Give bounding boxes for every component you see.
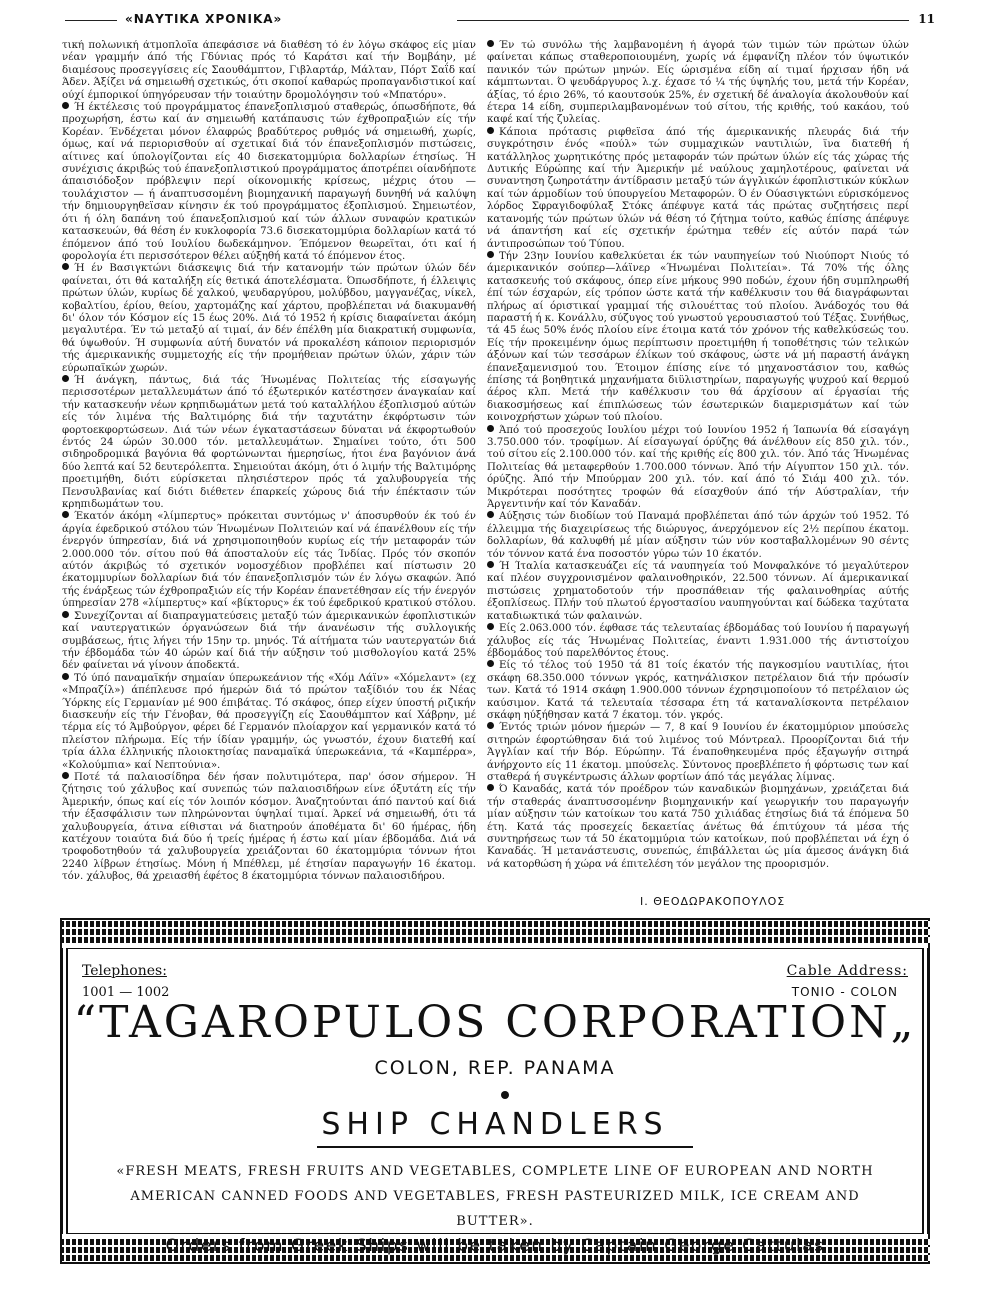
telephones-value: 1001 — 1002	[82, 985, 170, 1000]
paragraph: Ό Καναδάς, κατά τόν προέδρον τών καναδικών βιομηχάνων, χρειάζεται διά τήν σταθεράς άναπτυσσομένην βιομηχανικήν καί γεωργικήν του παραγωγήν μίαν αύξησιν τών κατοίκων του κατά 750 χιλιάδας έτησίως διά τά έπόμενα 50 έτη. Κατά τάς προσεχείς δεκαετίας άνέτως θά έπιτύχουν τά μέσα τής συντηρήσεως των τά 50 έκατομμύρια τών κατοίκων, πού προβλέπεται νά έχη ό Καναδάς. Ή μετανάστευσις, συνεπώς, έπιβάλλεται ώς μία άμεσος άνάγκη διά νά κατορθώση ή χώρα νά έπιτελέση τόν μεγάλον της προορισμόν.	[487, 784, 909, 870]
paragraph: Συνεχίζονται αί διαπραγματεύσεις μεταξύ τών άμερικανικών έφοπλιστικών καί ναυτεργατικών όργανώσεων διά τήν άνανέωσιν τής συλλογικής συμβάσεως, ήτις λήγει τήν 15ην τρ. μηνός. Τά αίτήματα τών ναυτεργατών διά τήν έβδομάδα τών 40 ώρών καί διά τήν αύξησιν τού μισθολογίου κατά 25% δέν φαίνεται νά γίνουν άποδεκτά.	[62, 610, 476, 672]
paragraph: Έν τώ συνόλω τής λαμβανομένη ή άγορά τών τιμών τών πρώτων ύλών φαίνεται κάπως σταθεροποιουμένη, χωρίς νά έμφανίζη πλέον τόν ύψωτικόν πανικόν τών πρώτων μηνών. Είς ώρισμένα είδη αί τιμαί ήρχισαν ήδη νά κάμπτωνται. Ό ψευδάργυρος λ.χ. έχασε τό ¼ τής ύψηλής του, μετά τήν Κορέαν, άξίας, τό έριο 26%, τό καουτσούκ 25%, έν σχετική δέ άναλογία άκολουθούν καί έτερα 14 είδη, συμπεριλαμβανομένων τού σίτου, τής κριθής, τού κακάου, τού καφέ καί τής ζυλείας.	[487, 40, 909, 126]
orders-note: Orders from Greek Ships will be taken by Captain George Cattulas	[165, 1236, 825, 1256]
product-description: «FRESH MEATS, FRESH FRUITS AND VEGETABLES, COMPLETE LINE OF EUROPEAN AND NORTH AMERICAN CANNED FOODS AND VEGETABLES, FRESH PASTEURIZED MILK, ICE CREAM AND BUTTER».	[116, 1164, 874, 1229]
bullet-icon	[62, 375, 69, 382]
author-signature: Ι. ΘΕΟΔΩΡΑΚΟΠΟΥΛΟΣ	[640, 895, 786, 908]
bullet-icon	[487, 561, 494, 568]
paragraph: Τήν 23ην Ιουνίου καθελκύεται έκ τών ναυπηγείων τού Νιούπορτ Νιούς τό άμερικανικόν σούπερ—λάϊνερ «Ήνωμέναι Πολιτείαι». Τά 70% τής όλης κατασκευής τού σκάφους, όπερ είνε μήκους 990 ποδών, έχουν ήδη συμπληρωθή έπί τών έσχαρών, είς τρόπον ώστε κατά τήν καθέλκυσιν του θά διαγράφωνται πλήρως αί όριστικαί γραμμαί τής σιλουέττας τού πλοίου. Άνάδοχός του θά παραστή ή κ. Κονάλλυ, σύζυγος τού γνωστού γερουσιαστού τού Τέξας. Συνήθως, τά 45 έως 50% ένός πλοίου είνε έτοιμα κατά τόν χρόνον τής καθελκύσεώς του. Είς τήν προκειμένην όμως περίπτωσιν προετιμήθη ή τοποθέτησις τών τελικών άξόνων καί τών τεσσάρων έλίκων τού σκάφους, ώστε νά μή παραστή άνάγκη έπανεξαμενισμού του. Έτοιμον έπίσης είνε τό μηχανοστάσιον του, καθώς έπίσης τά βοηθητικά μηχανήματα διϋλιστηρίων, παραγωγής ψυχρού καί θερμού άέρος κλπ. Μετά τήν καθέλκυσιν του θά άρχίσουν αί έργασίαι τής διακοσμήσεως καί έπιπλώσεως τών έσωτερικών διαμερισμάτων καί τών κοινοχρήστων χώρων τού πλοίου.	[487, 250, 909, 424]
article-column-left	[62, 40, 476, 890]
bullet-icon	[487, 127, 494, 134]
bullet-icon	[487, 660, 494, 667]
bullet-icon	[487, 722, 494, 729]
ad-border-dashes	[60, 921, 930, 927]
paragraph: Έντός τριών μόνον ήμερών — 7, 8 καί 9 Ιουνίου έν έκατομμύριον μπούσελς σιτηρών έφορτώθησαν διά τού λιμένος τού Μόντρεαλ. Προορίζονται διά τήν Άγγλίαν καί τήν Βόρ. Εύρώπην. Τά έναποθηκευμένα πρός έξαγωγήν σιτηρά άνήρχοντο είς 11 έκατομ. μπούσελς. Σύντονος προεβλέπετο ή φόρτωσις των καί σταθερά ή συγκέντρωσις άλλων φορτίων άπό τάς μεγάλας λίμνας.	[487, 722, 909, 783]
header-rule-left	[65, 20, 117, 21]
paragraph: Άπό τού προσεχούς Ιουλίου μέχρι τού Ιουνίου 1952 ή Ίαπωνία θά είσαγάγη 3.750.000 τόν. τροφίμων. Αί είσαγωγαί όρύζης θά άνέλθουν είς 850 χιλ. τόν., τού σίτου είς 2.100.000 τόν. καί τής κριθής είς 800 χιλ. τόν. Άπό τάς Ήνωμένας Πολιτείας θά μεταφερθούν 1.700.000 τόννων. Άπό τήν Αίγυπτον 150 χιλ. τόν. όρύζης. Άπό τήν Μπούρμαν 200 χιλ. τόν. καί άπό τό Σιάμ 400 χιλ. τόν. Μικρότεραι ποσότητες τροφών θά είσαχθούν άπό τήν Αύστραλίαν, τήν Άργεντινήν καί τόν Καναδάν.	[487, 424, 909, 511]
advertisement-box	[60, 918, 930, 1264]
company-name: “TAGAROPULOS CORPORATION„	[73, 997, 917, 1048]
bullet-icon	[62, 611, 69, 618]
paragraph: Ή άνάγκη, πάντως, διά τάς Ήνωμένας Πολιτείας τής είσαγωγής περισσοτέρων μεταλλευμάτων άπό τό έξωτερικόν κατέστησεν άναγκαίαν καί τήν κατασκευήν νέων κρηπιδωμάτων μετά τού καταλλήλου έξοπλισμού αύτών είς τόν λιμένα τής Βαλτιμόρης διά τήν ταχυτάτην έκφόρτωσιν τών φορτοεκφορτώσεων. Διά τών νέων έγκαταστάσεων δύναται νά έκφορτωθούν έντός 24 ώρών 30.000 τόν. μεταλλευμάτων. Σημαίνει τούτο, ότι 500 σιδηροδρομικά βαγόνια θά φορτώνωνται ήμερησίως, ήτοι ένα βαγόνιον άνά δύο λεπτά καί 52 δευτερόλεπτα. Σημειούται άκόμη, ότι ό λιμήν τής Βαλτιμόρης προετιμήθη, διότι εύρίσκεται πλησιέστερον πρός τά χαλυβουργεία τής Πενσυλβανίας καί διότι διέθετεν έπαρκείς χώρους διά τήν έπέκτασιν τών κρηπιδωμάτων του.	[62, 374, 476, 511]
bullet-icon	[62, 772, 69, 779]
article-column-right	[487, 40, 909, 890]
bullet-icon	[487, 511, 494, 518]
bullet-icon	[487, 40, 494, 47]
ad-border-dashes	[60, 929, 930, 935]
paragraph: Κάποια πρότασις ριφθεϊσα άπό τής άμερικανικής πλευράς διά τήν συγκρότησιν ένός «πούλ» τών συμμαχικών ναυτιλιών, ϊνα διατεθή ή κατάλληλος χωρητικότης πρός μεταφοράν τών πρώτων ύλών είς τάς χώρας τής Δυτικής Εύρώπης καί τήν Άμερικήν μέ ναύλους χαμηλοτέρους, φαίνεται νά συναντηση ζωηροτάτην άντίδρασιν μεταξύ τών άγγλικών έφοπλιστικών κύκλων καί τών άρμοδίων τού ύπουργείου Μεταφορών. Ό έν Ούασιγκτώνι εύρισκόμενος λόρδος Σφραγιδοφύλαξ Στόκς άπέφυγε κατά τάς πρώτας συζητήσεις περί κατανομής τών πρώτων ύλών νά θέση τό ζήτημα τούτο, καθώς έπίσης άπέφυγε νά άπαντήση καί είς σχετικήν έρώτημα τεθέν είς αύτόν παρά τών άντιπροσώπων τού Τύπου.	[487, 126, 909, 250]
paragraph: Έκατόν άκόμη «λίμπερτυς» πρόκειται συντόμως ν' άποσυρθούν έκ τού έν άργία έφεδρικού στόλου τών Ήνωμένων Πολιτειών καί νά έπανέλθουν είς τήν ένεργόν ύπηρεσίαν, διά νά χρησιμοποιηθούν κυρίως είς τήν μεταφοράν τών 2.000.000 τόν. σίτου πού θά άποσταλούν είς τάς Ίνδίας. Πρός τόν σκοπόν αύτόν άκριβώς τό σχετικόν νομοσχέδιον προβλέπει καί πίστωσιν 20 έκατομμυρίων δολλαρίων διά τόν έπανεξοπλισμόν τών έν λόγω σκαφών. Άπό τής ένάρξεως τών έχθροπραξιών είς τήν Κορέαν έπανετέθησαν είς τήν ένεργόν ύπηρεσίαν 278 «λίμπερτυς» καί «βίκτορυς» έκ τού έφεδρικού κρατικού στόλου.	[62, 511, 476, 610]
header-rule-right	[457, 20, 909, 21]
bullet-icon	[62, 263, 69, 270]
bullet-icon	[62, 673, 69, 680]
bullet-icon	[487, 784, 494, 791]
paragraph: Ή Ίταλία κατασκευάζει είς τά ναυπηγεία τού Μονφαλκόνε τό μεγαλύτερον καί πλέον συγχρονισμένον φαλαινοθηρικόν, 22.500 τόννων. Αί άμερικανικαί πιστώσεις χρηματοδοτούν τήν προσπάθειαν τής φαλαινοθηρίας αύτής έξοπλίσεως. Πλήν τού πλωτού έργοστασίου ναυπηγούνται καί δώδεκα ταχύτατα καταδιωκτικά τών φαλαινών.	[487, 561, 909, 622]
paragraph: Είς τό τέλος τού 1950 τά 81 τοίς έκατόν τής παγκοσμίου ναυτιλίας, ήτοι σκάφη 68.350.000 τόννων γκρός, κατηνάλισκον πετρέλαιον διά τήν πρόωσίν των. Κατά τό 1914 σκάφη 1.900.000 τόννων έχρησιμοποίουν τό πετρέλαιον ώς καύσιμον. Κατά τά τελευταία τέσσαρα έτη τά καταναλίσκοντα πετρέλαιον σκάφη ηύξήθησαν κατά 7 έκατομ. τόν. γκρός.	[487, 660, 909, 721]
page-number: 11	[918, 12, 935, 26]
cable-address-value: TONIO - COLON	[791, 985, 898, 999]
page-header	[65, 12, 935, 30]
ad-border-dashes	[60, 937, 930, 943]
bullet-icon	[487, 425, 494, 432]
company-location: COLON, REP. PANAMA	[374, 1057, 616, 1079]
bullet-icon	[487, 251, 494, 258]
separator-dot-icon	[501, 1091, 509, 1099]
magazine-title: «ΝΑΥΤΙΚΑ ΧΡΟΝΙΚΑ»	[125, 12, 283, 26]
bullet-icon	[487, 623, 494, 630]
paragraph: Ποτέ τά παλαιοσίδηρα δέν ήσαν πολυτιμότερα, παρ' όσον σήμερον. Ή ζήτησις τού χάλυβος καί συνεπώς τών παλαιοσιδήρων είνε όξυτάτη είς τήν Άμερικήν, όπως καί είς τόν λοιπόν κόσμον. Άναζητούνται άπό παντού καί διά τήν έξασφάλισιν των πληρώνονται ύψηλαί τιμαί. Άρκεί νά σημειωθή, ότι τά χαλυβουργεία, άτινα είθισται νά διατηρούν άποθέματα δι' 60 ήμέρας, ήδη κατέχουν τοιαύτα διά δύο ή τρείς ήμέρας ή έστω καί μίαν έβδομάδα. Διά νά τροφοδοτηθούν τά χαλυβουργεία χρειάζονται 60 έκατομμύρια τόννων ήτοι 2240 λίβρων έτησίως. Μόνη ή Μπέθλεμ, μέ έτησίαν παραγωγήν 16 έκατομ. τόν. χάλυβος, θά χρειασθή έφέτος 8 έκατομμύρια τόννων παλαιοσιδήρου.	[62, 771, 476, 883]
telephones-label: Telephones:	[82, 963, 167, 979]
ad-inner-panel	[66, 948, 924, 1256]
paragraph: Τό ύπό παναμαϊκήν σημαίαν ύπερωκεάνιον τής «Χόμ Λάϊν» «Χόμελαντ» (εχ «Μπραζίλ») άπέπλευσε πρό ήμερών διά τό πρώτον ταξίδιόν του έκ Νέας Ύόρκης είς Γερμανίαν μέ 900 έπιβάτας. Τό σκάφος, όπερ είχεν ύποστή ριζικήν διασκευήν είς τήν Γένοβαν, θά προσεγγίζη είς Σαουθάμπτον καί Χάβρην, μέ τέρμα είς τό Άμβούργον, φέρει δέ Γερμανόν πλοίαρχον καί γερμανικόν κατά τό πλείστον πλήρωμα. Είς τήν ίδίαν γραμμήν, ώς γνωστόν, έχουν διατεθή καί τρία άλλα έλληνικής πλοιοκτησίας παναμαϊκά ύπερωκεάνια, τά «Καμπέρρα», «Κολούμπια» καί Νεπτούνια».	[62, 672, 476, 771]
paragraph: Ή έκτέλεσις τού προγράμματος έπανεξοπλισμού σταθερώς, όπωσδήποτε, θά προχωρήση, έστω καί άν σημειωθή κατάπαυσις τών έχθροπραξιών είς τήν Κορέαν. Ένδέχεται μόνον έλαφρώς βραδύτερος ρυθμός νά σημειωθή, χωρίς, όμως, καί νά περιορισθούν αί σχετικαί διά τόν έπανεξοπλισμόν πιστώσεις, αίτινες καί ύπολογίζονται είς 40 δισεκατομμύρια δολλαρίων έτησίως. Ή συνέχισις άκριβώς τού έπανεξοπλιστικού προγράμματος άποτρέπει οίανδήποτε άπαισιόδοξον πρόβλεψιν περί οίκονομικής κρίσεως, μέχρις ότου — τουλάχιστον — ή άναπτυσσομένη βιομηχανική παραγωγή δυνηθή νά καλύψη τήν δημιουργηθεϊσαν κίνησιν έκ τού προγράμματος έξοπλισμού. Σημειωτέον, ότι ή όλη δαπάνη τού έπανεξοπλισμού καί τών άλλων συναφών κρατικών κατασκευών, θά θέση έν κυκλοφορία 73.6 δισεκατομμύρια δολλαρίων κατά τό έπόμενον άπό τού Ιουλίου δωδεκάμηνον. Έπόμενον θεωρεϊται, ότι καί ή φορολογία έτι περισσότερον θέλει αύξηθή κατά τό έπόμενον έτος.	[62, 102, 476, 262]
business-type: SHIP CHANDLERS	[321, 1107, 669, 1142]
paragraph: Αύξησις τών διοδίων τού Παναμά προβλέπεται άπό τών άρχών τού 1952. Τό έλλειμμα τής διαχειρίσεως τής διώρυγος, άνερχόμενον είς 2½ περίπου έκατομ. δολλαρίων, θά καλυφθή μέ μίαν αύξησιν τών νύν κοσταβαλλομένων 90 σέντς τόν τόννον κατά ένα ποσοστόν γύρω τών 10 έκατόν.	[487, 511, 909, 560]
cable-address-label: Cable Address:	[786, 963, 908, 979]
bullet-icon	[62, 102, 69, 109]
paragraph: Ή έν Βασιγκτώνι διάσκεψις διά τήν κατανομήν τών πρώτων ύλών δέν φαίνεται, ότι θά καταλήξη είς θετικά άποτελέσματα. Όπωσδήποτε, ή έλλειψις πρώτων ύλών, κυρίως δέ χαλκού, ψευδαργύρου, μολύβδου, μαγγανέζας, νίκελ, κοβαλτίου, έρίου, θείου, χαρτομάζης καί χάρτου, προβλέπεται νά διακυμανθή δι' όλον τόν Κόσμον είς 15 έως 20%. Διά τό 1952 ή κρίσις διαφαίνεται άκόμη μεγαλυτέρα. Έν τώ μεταξύ αί τιμαί, άν δέν έπέλθη μία διακρατική συμφωνία, θά ύψωθούν. Ή συμφωνία αύτή δυνατόν νά προκαλέση κάποιον περιορισμόν τής άμερικανικής συμμετοχής είς τήν προμήθειαν πρώτων ύλών, χάριν τών εύρωπαϊκών χωρών.	[62, 263, 476, 374]
bullet-icon	[62, 511, 69, 518]
business-underline	[317, 1146, 693, 1148]
paragraph: τική πολωνική άτμοπλοΐα άπεφάσισε νά διαθέση τό έν λόγω σκάφος είς μίαν νέαν γραμμήν άπό τής Γδύνιας πρός τό Καράτσι καί τήν Βομβάην, μέ διαμέσους προσεγγίσεις είς Σαουθάμπτον, Γιβλαρτάρ, Μάλταν, Πόρτ Σαΐδ καί Άδεν. Άξίζει νά σημειωθή σχετικώς, ότι σκοποί καθαρώς προπαγανδιστικοί καί ούχί έμπορικοί ύπηγόρευσαν τήν τοιαύτην δρομολόγησιν τού «Μπατόρυ».	[62, 40, 476, 101]
paragraph: Είς 2.063.000 τόν. έφθασε τάς τελευταίας έβδομάδας τού Ιουνίου ή παραγωγή χάλυβος είς τάς Ήνωμένας Πολιτείας, έναντι 1.931.000 τής άντιστοίχου έβδομάδος τού παρελθόντος έτους.	[487, 623, 909, 659]
